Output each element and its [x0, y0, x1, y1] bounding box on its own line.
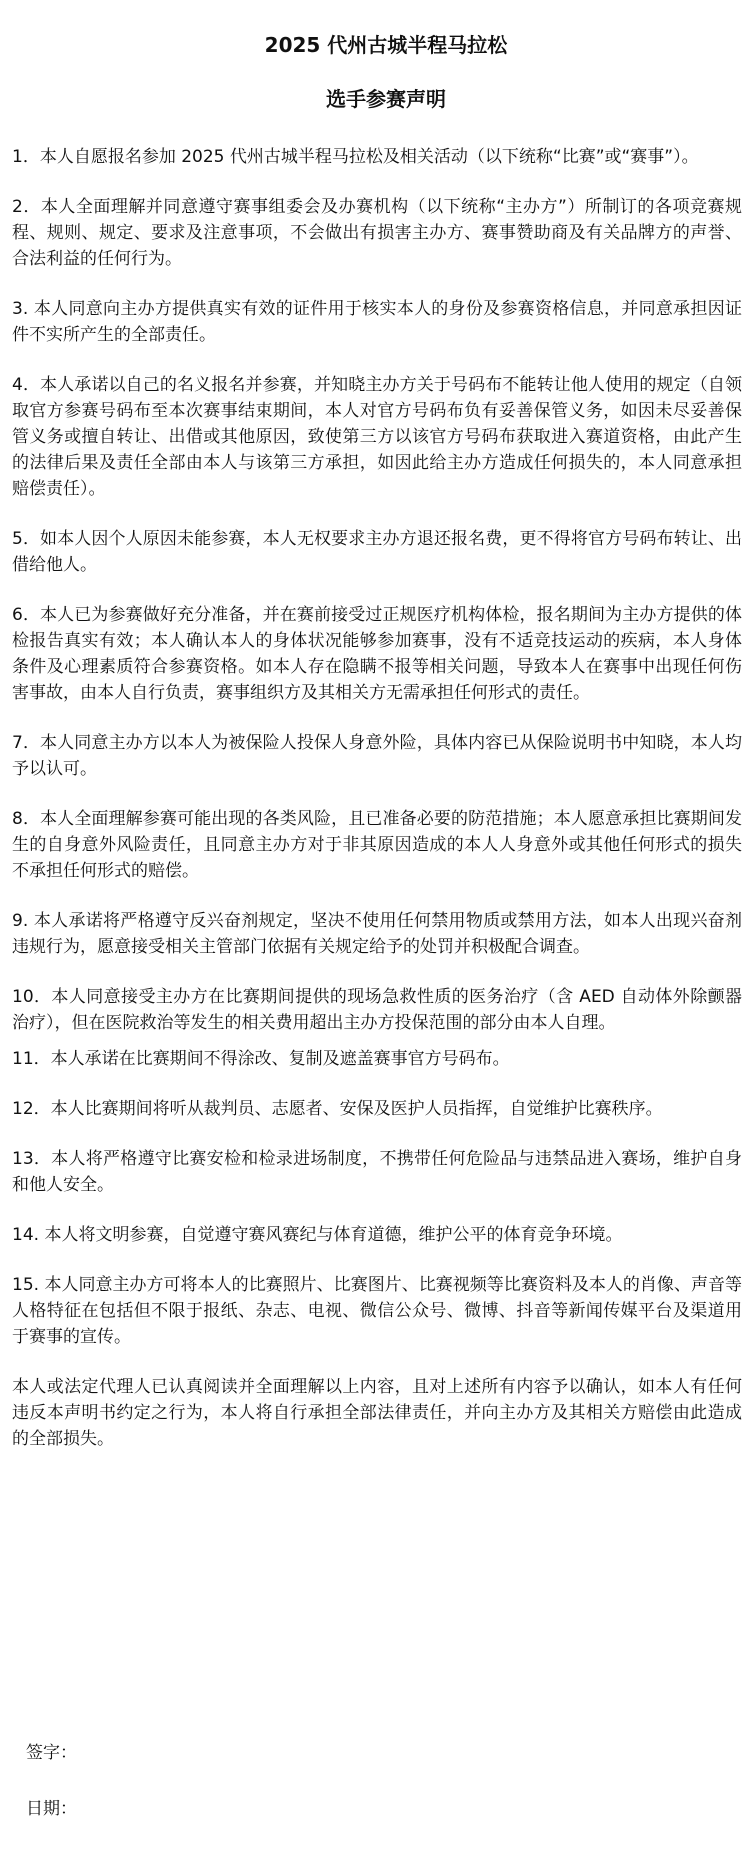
clause-10: 10．本人同意接受主办方在比赛期间提供的现场急救性质的医务治疗（含 AED 自动体外除颤器治疗），但在医院救治等发生的相关费用超出主办方投保范围的部分由本人自理。: [12, 987, 742, 1033]
clause-9: 9. 本人承诺将严格遵守反兴奋剂规定，坚决不使用任何禁用物质或禁用方法，如本人出现兴奋剂违规行为，愿意接受相关主管部门依据有关规定给予的处罚并积极配合调查。: [12, 911, 742, 957]
document-title: 2025 代州古城半程马拉松: [264, 33, 508, 57]
document-subtitle: 选手参赛声明: [326, 87, 446, 111]
closing-statement: 本人或法定代理人已认真阅读并全面理解以上内容，且对上述所有内容予以确认，如本人有任何违反本声明书约定之行为，本人将自行承担全部法律责任，并向主办方及其相关方赔偿由此造成的全部损失。: [12, 1377, 742, 1449]
clause-12: 12．本人比赛期间将听从裁判员、志愿者、安保及医护人员指挥，自觉维护比赛秩序。: [12, 1099, 663, 1119]
clause-11: 11．本人承诺在比赛期间不得涂改、复制及遮盖赛事官方号码布。: [12, 1049, 510, 1069]
date-label: 日期：: [26, 1799, 77, 1819]
signature-label: 签字：: [26, 1743, 77, 1763]
signature-block: [26, 1740, 77, 1852]
clause-7: 7．本人同意主办方以本人为被保险人投保人身意外险，具体内容已从保险说明书中知晓，本人均予以认可。: [12, 733, 742, 779]
clause-15: 15. 本人同意主办方可将本人的比赛照片、比赛图片、比赛视频等比赛资料及本人的肖像、声音等人格特征在包括但不限于报纸、杂志、电视、微信公众号、微博、抖音等新闻传媒平台及渠道用于赛事的宣传。: [12, 1275, 742, 1347]
clause-4: 4．本人承诺以自己的名义报名并参赛，并知晓主办方关于号码布不能转让他人使用的规定（自领取官方参赛号码布至本次赛事结束期间，本人对官方号码布负有妥善保管义务，如因未尽妥善保管义务或擅自转让、出借或其他原因，致使第三方以该官方号码布获取进入赛道资格，由此产生的法律后果及责任全部由本人与该第三方承担，如因此给主办方造成任何损失的，本人同意承担赔偿责任）。: [12, 375, 742, 499]
clause-14: 14. 本人将文明参赛，自觉遵守赛风赛纪与体育道德，维护公平的体育竞争环境。: [12, 1225, 623, 1245]
clause-3: 3. 本人同意向主办方提供真实有效的证件用于核实本人的身份及参赛资格信息，并同意承担因证件不实所产生的全部责任。: [12, 299, 742, 345]
clause-6: 6．本人已为参赛做好充分准备，并在赛前接受过正规医疗机构体检，报名期间为主办方提供的体检报告真实有效；本人确认本人的身体状况能够参加赛事，没有不适竞技运动的疾病，本人身体条件及心理素质符合参赛资格。如本人存在隐瞒不报等相关问题，导致本人在赛事中出现任何伤害事故，由本人自行负责，赛事组织方及其相关方无需承担任何形式的责任。: [12, 605, 742, 703]
clause-2: 2．本人全面理解并同意遵守赛事组委会及办赛机构（以下统称“主办方”）所制订的各项竞赛规程、规则、规定、要求及注意事项，不会做出有损害主办方、赛事赞助商及有关品牌方的声誉、合法利益的任何行为。: [12, 197, 742, 269]
clause-5: 5．如本人因个人原因未能参赛，本人无权要求主办方退还报名费，更不得将官方号码布转让、出借给他人。: [12, 529, 742, 575]
clause-8: 8．本人全面理解参赛可能出现的各类风险，且已准备必要的防范措施；本人愿意承担比赛期间发生的自身意外风险责任，且同意主办方对于非其原因造成的本人人身意外或其他任何形式的损失不承担任何形式的赔偿。: [12, 809, 742, 881]
clause-list: [12, 144, 742, 1350]
clause-1: 1．本人自愿报名参加 2025 代州古城半程马拉松及相关活动（以下统称“比赛”或“赛事”）。: [12, 147, 699, 167]
clause-13: 13．本人将严格遵守比赛安检和检录进场制度，不携带任何危险品与违禁品进入赛场，维护自身和他人安全。: [12, 1149, 742, 1195]
